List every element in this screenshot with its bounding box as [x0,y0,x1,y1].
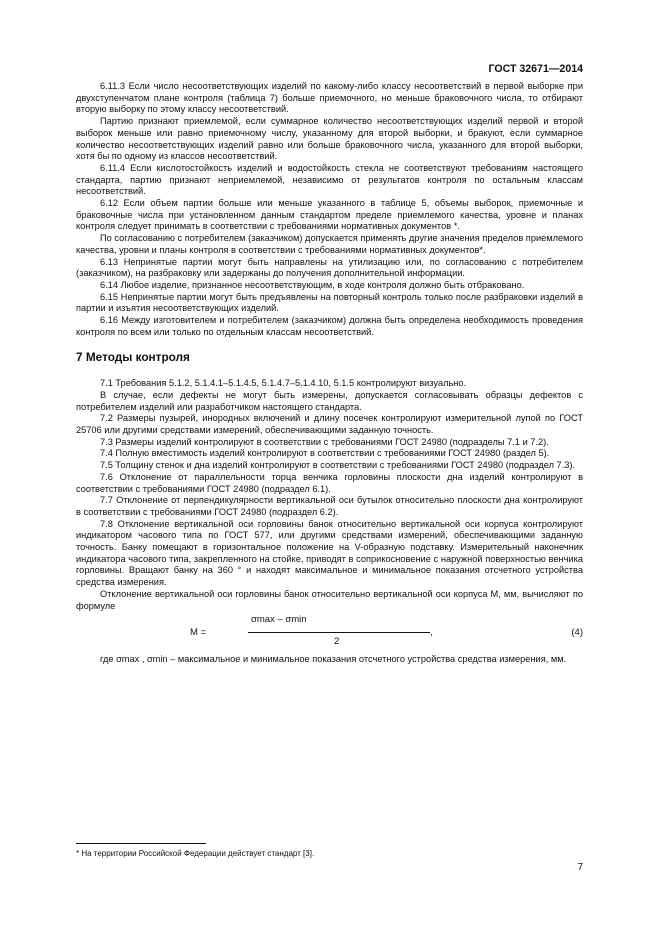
formula-numerator: σmax – σmin [251,614,307,626]
paragraphs-after [76,378,583,612]
paragraph: В случае, если дефекты не могут быть измерены, допускается согласовывать образцы дефектов с потребителем изделий или разработчиком настоящего стандарта. [76,389,583,412]
formula-denominator: 2 [334,636,340,648]
section-title: 7 Методы контроля [76,350,190,365]
paragraph: 7.6 Отклонение от параллельности торца венчика горловины плоскости дна изделий контролируют в соответствии с требованиями ГОСТ 24980 (подраздел 6.1). [76,471,583,494]
footnote: * На территории Российской Федерации действует стандарт [3]. [76,849,315,858]
page-number: 7 [577,862,583,873]
paragraph: 7.2 Размеры пузырей, инородных включений и длину посечек контролируют измерительной лупой по ГОСТ 25706 или другими средствами измерений, обеспечивающими заданную точность. [76,413,583,435]
paragraphs-before [76,81,583,338]
where-text: где σmax , σmin – максимальное и минимальное показания отсчетного устройства средства измерения, мм. [100,654,567,665]
paragraph: По согласованию с потребителем (заказчиком) допускается применять другие значения пределов приемлемого качества, уровни и планы контроля в соответствии с требованиями нормативных документов*. [76,233,583,255]
paragraph: 6.11.4 Если кислотостойкость изделий и водостойкость стекла не соответствуют требованиям настоящего стандарта, партию признают неприемлемой, независимо от результатов контроля по остальным классам несоответствий. [76,162,583,197]
paragraph: 7.3 Размеры изделий контролируют в соответствии с требованиями ГОСТ 24980 (подразделы 7.1 и 7.2). [100,436,549,447]
formula-lhs: M = [190,627,207,639]
fraction-bar [248,632,430,633]
paragraph: 7.4 Полную вместимость изделий контролируют в соответствии с требованиями ГОСТ 24980 (раздел 5). [100,448,550,459]
paragraph: 6.13 Непринятые партии могут быть направлены на утилизацию или, по согласованию с потребителем (заказчиком), на разбраковку или задержаны до получения дополнительной информации. [76,256,583,279]
paragraph: 6.11.3 Если число несоответствующих изделий по какому-либо классу несоответствий в первой выборке при двухступенчатом плане контроля (таблица 7) больше приемочного, но меньше браковочного числа, то отбирают вторую выборку по этому классу несоответствий. [76,81,583,115]
formula [76,614,583,654]
paragraph: 6.15 Непринятые партии могут быть предъявлены на повторный контроль только после разбраковки изделий в партии и изъятия несоответствующих изделий. [76,291,583,314]
formula-number: (4) [571,627,583,639]
paragraph: 7.1 Требования 5.1.2, 5.1.4.1–5.1.4.5, 5.1.4.7–5.1.4.10, 5.1.5 контролируют визуально. [100,378,467,389]
paragraph: 6.12 Если объем партии больше или меньше указанного в таблице 5, объемы выборок, приемочные и браковочные числа при установленном данным стандартом пределе приемлемого качества, уровне и планах контроля следует принимать в соответствии с требованиями нормативных документов *. [76,198,583,232]
paragraph: 7.7 Отклонение от перпендикулярности вертикальной оси бутылок относительно плоскости дна контролируют в соответствии с требованиями ГОСТ 24980 (подраздел 6.2). [76,495,583,517]
paragraph: 7.5 Толщину стенок и дна изделий контролируют в соответствии с требованиями ГОСТ 24980 (подраздел 7.3). [100,460,576,471]
paragraph: Партию признают приемлемой, если суммарное количество несоответствующих изделий первой и второй выборок меньше или равно приемочному числу, указанному для второй выборки, и бракуют, если суммарное количество несоответствующих изделий равно или больше браковочного числа, указанного для второй выборки, хотя бы по одному из классов несоответствий. [76,116,583,162]
standard-header: ГОСТ 32671—2014 [488,63,583,75]
paragraph: 6.16 Между изготовителем и потребителем (заказчиком) должна быть определена необходимость проведения контроля по всем или только по отдельным классам несоответствий. [76,315,583,337]
paragraph: Отклонение вертикальной оси горловины банок относительно вертикальной оси корпуса M, мм, вычисляют по формуле [76,588,583,611]
paragraph: 6.14 Любое изделие, признанное несоответствующим, в ходе контроля должно быть отбраковано. [100,279,525,290]
body-text [76,81,583,666]
footnote-divider [76,843,206,844]
paragraph: 7.8 Отклонение вертикальной оси горловины банок относительно вертикальной оси корпуса контролируют индикатором часового типа по ГОСТ 577, или другими средствами измерений, обеспечивающими заданную точность. Банку помещают в горизонтальное положение на V-образную подставку. Измерительный наконечник индикатора часового типа, закрепленного на стойке, приводят в соприкосновение с наружной поверхностью венчика горловины. Вращают банку на 360 ° и находят максимальное и минимальное показания отсчетного устройства средства измерения. [76,518,583,588]
formula-comma: , [430,627,433,639]
